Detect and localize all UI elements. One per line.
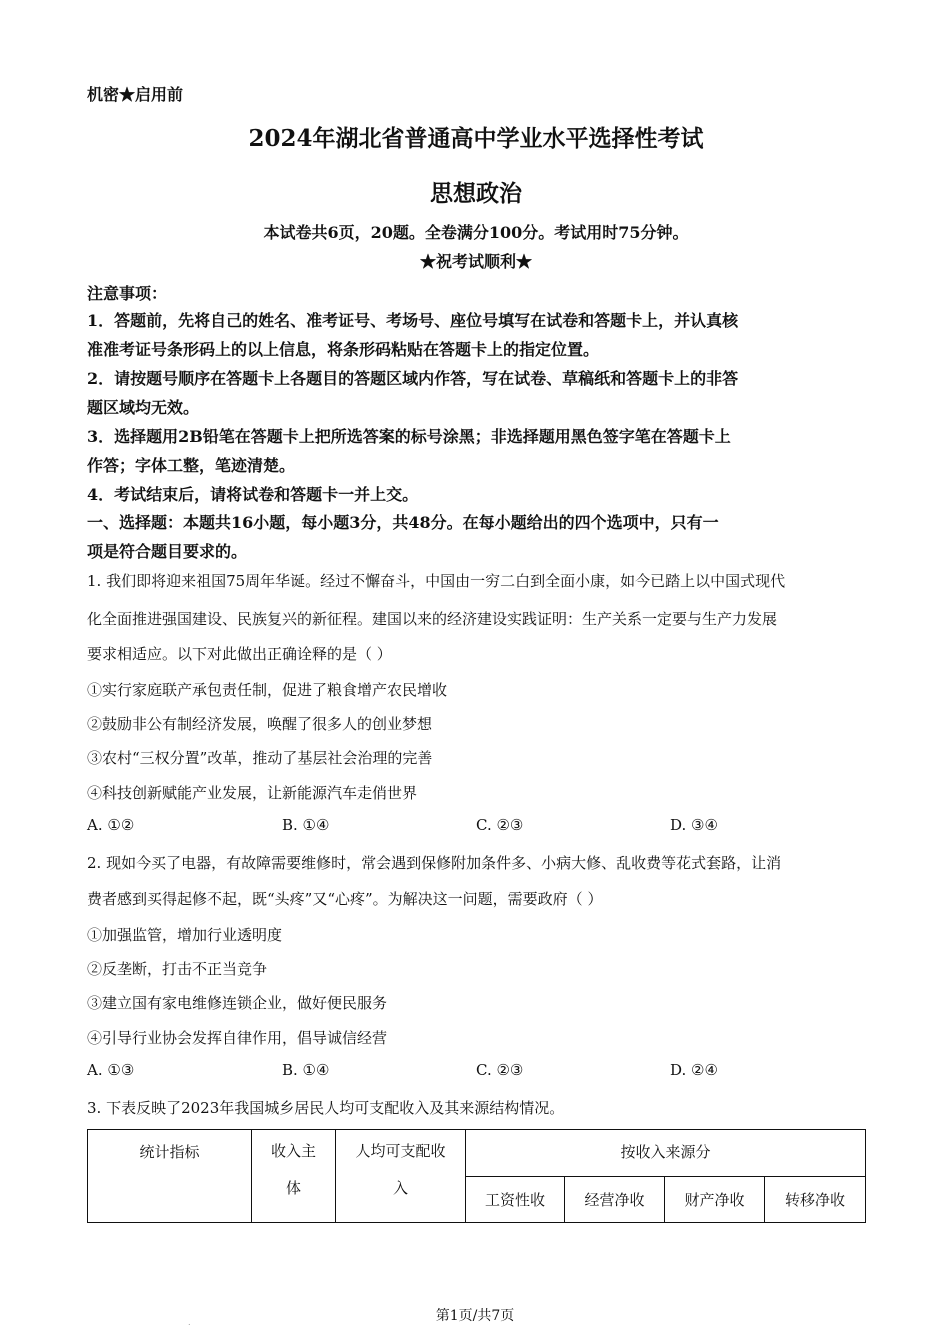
note-line: 1．答题前，先将自己的姓名、准考证号、考场号、座位号填写在试卷和答题卡上，并认真核 — [87, 311, 739, 330]
note-line: 2．请按题号顺序在答题卡上各题目的答题区域内作答，写在试卷、草稿纸和答题卡上的非答 — [87, 369, 739, 388]
note-line: 作答；字体工整，笔迹清楚。 — [87, 456, 296, 475]
q2-option-b[interactable]: B. ①④ — [282, 1061, 330, 1079]
good-luck-wish: ★祝考试顺利★ — [419, 252, 532, 271]
q2-option-c[interactable]: C. ②③ — [476, 1061, 524, 1079]
note-line: 准准考证号条形码上的以上信息，将条形码粘贴在答题卡上的指定位置。 — [87, 340, 600, 359]
confidential-label: 机密★启用前 — [87, 85, 184, 104]
note-line: 题区域均无效。 — [87, 398, 200, 417]
q1-option-d[interactable]: D. ③④ — [670, 816, 718, 834]
income-table — [87, 1129, 866, 1223]
table-subheader-wage: 工资性收 — [466, 1177, 565, 1223]
q2-statement: ③建立国有家电维修连锁企业，做好便民服务 — [87, 994, 388, 1012]
q2-stem-line: 费者感到买得起修不起，既“头疼”又“心疼”。为解决这一问题，需要政府（ ） — [87, 890, 603, 908]
paper-info: 本试卷共6页，20题。全卷满分100分。考试用时75分钟。 — [263, 223, 689, 242]
q2-statement: ①加强监管，增加行业透明度 — [87, 926, 283, 944]
table-header-source: 按收入来源分 — [466, 1130, 866, 1177]
notes-heading: 注意事项： — [87, 284, 168, 303]
q2-statement: ②反垄断，打击不正当竞争 — [87, 960, 268, 978]
page-footer: 第1页/共7页 — [435, 1308, 515, 1324]
table-subheader-property: 财产净收 — [665, 1177, 765, 1223]
q2-stem-line: 2. 现如今买了电器，有故障需要维修时，常会遇到保修附加条件多、小病大修、乱收费等花式套路，让消 — [87, 854, 782, 872]
q2-option-a[interactable]: A. ①③ — [87, 1061, 135, 1079]
section-heading: 项是符合题目要求的。 — [87, 542, 248, 561]
q1-statement: ②鼓励非公有制经济发展，唤醒了很多人的创业梦想 — [87, 715, 433, 733]
stray-dot: . — [188, 1318, 191, 1327]
note-line: 4．考试结束后，请将试卷和答题卡一并上交。 — [87, 485, 419, 504]
q1-statement: ③农村“三权分置”改革，推动了基层社会治理的完善 — [87, 749, 433, 767]
q1-stem-line: 1. 我们即将迎来祖国75周年华诞。经过不懈奋斗，中国由一穷二白到全面小康，如今已踏上以中国式现代 — [87, 572, 786, 590]
q1-statement: ④科技创新赋能产业发展，让新能源汽车走俏世界 — [87, 784, 418, 802]
subject-title: 思想政治 — [430, 180, 522, 207]
table-subheader-business: 经营净收 — [565, 1177, 665, 1223]
q1-option-c[interactable]: C. ②③ — [476, 816, 524, 834]
note-line: 3．选择题用2B铅笔在答题卡上把所选答案的标号涂黑；非选择题用黑色签字笔在答题卡上 — [87, 427, 731, 446]
table-subheader-transfer: 转移净收 — [765, 1177, 866, 1223]
table-header-subject: 收入主 体 — [252, 1130, 336, 1223]
q2-option-d[interactable]: D. ②④ — [670, 1061, 718, 1079]
exam-title: 2024年湖北省普通高中学业水平选择性考试 — [248, 125, 704, 152]
table-header-indicator: 统计指标 — [88, 1130, 252, 1223]
q1-option-a[interactable]: A. ①② — [87, 816, 135, 834]
section-heading: 一、选择题：本题共16小题，每小题3分，共48分。在每小题给出的四个选项中，只有一 — [87, 513, 719, 532]
q1-stem-line: 化全面推进强国建设、民族复兴的新征程。建国以来的经济建设实践证明：生产关系一定要与生产力发展 — [87, 610, 778, 628]
table-header-income: 人均可支配收 入 — [336, 1130, 466, 1223]
q2-statement: ④引导行业协会发挥自律作用，倡导诚信经营 — [87, 1029, 388, 1047]
q3-stem-line: 3. 下表反映了2023年我国城乡居民人均可支配收入及其来源结构情况。 — [87, 1099, 565, 1117]
q1-stem-line: 要求相适应。以下对此做出正确诠释的是（ ） — [87, 645, 392, 663]
q1-statement: ①实行家庭联产承包责任制，促进了粮食增产农民增收 — [87, 681, 448, 699]
q1-option-b[interactable]: B. ①④ — [282, 816, 330, 834]
